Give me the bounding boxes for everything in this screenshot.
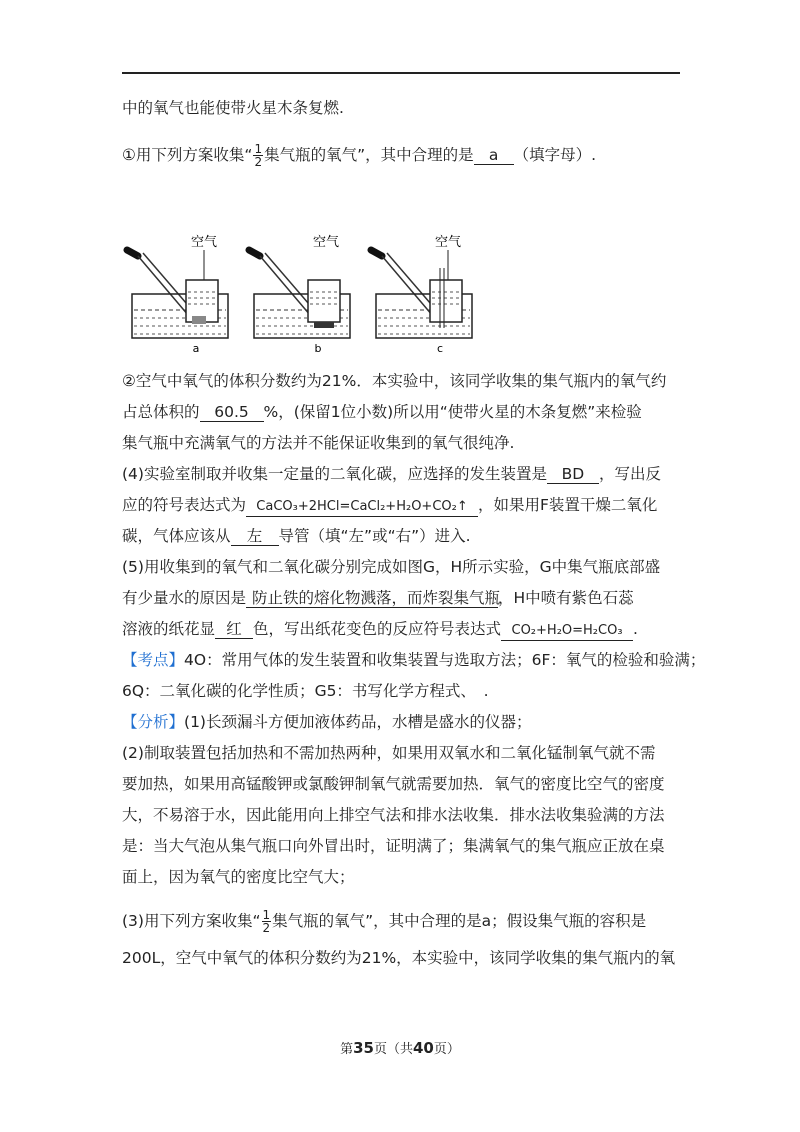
fenxi-tag: 【分析】 <box>122 713 185 731</box>
text-line: (5)用收集到的氧气和二氧化碳分别完成如图G，H所示实验，G中集气瓶底部盛 <box>122 558 661 576</box>
header-rule <box>122 72 680 74</box>
apparatus-b <box>249 234 350 354</box>
text-line: 占总体积的 60.5 %，(保留1位小数)所以用“使带火星的木条复燃”来检验 <box>122 403 642 421</box>
figure-caption-b: b <box>314 342 322 354</box>
text-line: 溶液的纸花显 红 色，写出纸花变色的反应符号表达式 CO₂+H₂O=H₂CO₃ . <box>122 619 638 641</box>
text-line: 要加热，如果用高锰酸钾或氯酸钾制氧气就需要加热．氧气的密度比空气的密度 <box>122 775 665 793</box>
text-line: (3)用下列方案收集“ $\frac{1}{2}$ 集气瓶的氧气”，其中合理的是a；假设集气瓶的容积是 <box>122 908 647 935</box>
fraction: $\frac{1}{2}$ <box>262 908 271 935</box>
figure-label-a: 空气 <box>190 235 218 250</box>
answer-blank: CO₂+H₂O=H₂CO₃ <box>501 622 633 641</box>
text-line: 大，不易溶于水，因此能用向上排空气法和排水法收集．排水法收集验满的方法 <box>122 806 665 824</box>
text-line: 【考点】4O：常用气体的发生装置和收集装置与选取方法；6F：氧气的检验和验满； <box>122 651 706 669</box>
text-line: 应的符号表达式为 CaCO₃+2HCl=CaCl₂+H₂O+CO₂↑ ，如果用F装置干燥二氧化 <box>122 495 657 517</box>
text-line: (4)实验室制取并收集一定量的二氧化碳，应选择的发生装置是 BD ，写出反 <box>122 465 661 483</box>
figure-label-b: 空气 <box>312 235 340 250</box>
question-line: ①用下列方案收集“ $\frac{1}{2}$ 集气瓶的氧气”，其中合理的是 a （填字母）. <box>122 142 597 169</box>
text-line: 200L，空气中氧气的体积分数约为21%，本实验中，该同学收集的集气瓶内的氧 <box>122 949 676 967</box>
text-line: 有少量水的原因是 防止铁的熔化物溅落，而炸裂集气瓶，H中喷有紫色石蕊 <box>122 589 634 607</box>
answer-blank: a <box>474 146 514 165</box>
answer-blank: 左 <box>231 527 279 546</box>
apparatus-c <box>371 234 472 354</box>
fraction: $\frac{1}{2}$ <box>254 142 263 169</box>
answer-blank: 红 <box>215 620 253 639</box>
answer-blank: 60.5 <box>200 403 264 422</box>
figure-caption-c: c <box>436 342 444 354</box>
text-line: (2)制取装置包括加热和不需加热两种，如果用双氧水和二氧化锰制氧气就不需 <box>122 744 656 762</box>
text-line: 是：当大气泡从集气瓶口向外冒出时，证明满了；集满氧气的集气瓶应正放在桌 <box>122 837 665 855</box>
apparatus-a <box>127 234 228 354</box>
answer-blank: 防止铁的熔化物溅落，而炸裂集气瓶 <box>246 589 498 608</box>
text-line: 碳，气体应该从 左 导管（填“左”或“右”）进入. <box>122 527 471 545</box>
text-line: 6Q：二氧化碳的化学性质；G5：书写化学方程式、 . <box>122 682 489 700</box>
text-line: 中的氧气也能使带火星木条复燃. <box>122 99 344 117</box>
figure-label-c: 空气 <box>434 235 462 250</box>
page-footer: 第35页（共40页） <box>340 1039 460 1057</box>
text-line: 集气瓶中充满氧气的方法并不能保证收集到的氧气很纯净. <box>122 434 515 452</box>
apparatus-figure <box>122 232 478 354</box>
answer-blank: BD <box>547 465 599 484</box>
text-line: ②空气中氧气的体积分数约为21%．本实验中，该同学收集的集气瓶内的氧气约 <box>122 372 667 390</box>
text-line: 面上，因为氧气的密度比空气大； <box>122 868 355 886</box>
answer-blank: CaCO₃+2HCl=CaCl₂+H₂O+CO₂↑ <box>246 498 478 517</box>
kaodian-tag: 【考点】 <box>122 651 185 669</box>
text-line: 【分析】(1)长颈漏斗方便加液体药品，水槽是盛水的仪器； <box>122 713 532 731</box>
figure-caption-a: a <box>192 342 200 354</box>
